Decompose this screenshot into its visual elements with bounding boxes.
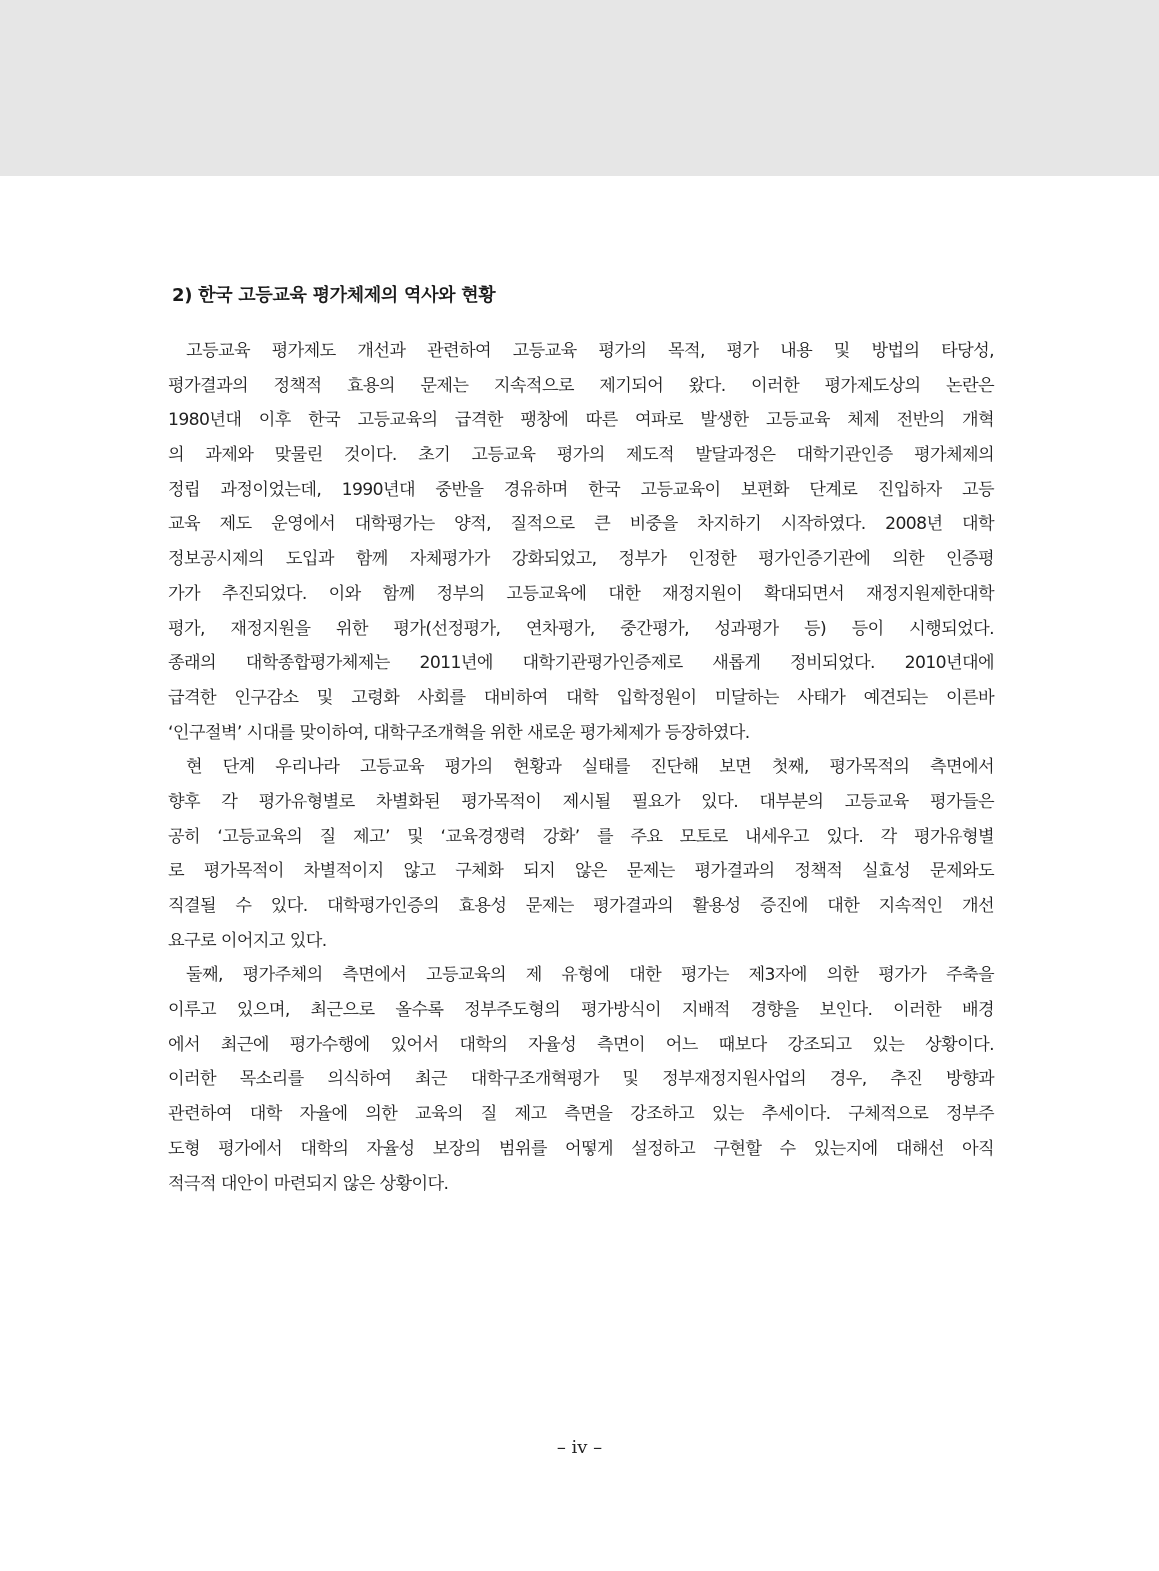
text-line: 직결될 수 있다. 대학평가인증의 효용성 문제는 평가결과의 활용성 증진에 대한 지속적인 개선 [168, 896, 994, 916]
text-line: 평가, 재정지원을 위한 평가(선정평가, 연차평가, 중간평가, 성과평가 등) 등이 시행되었다. [168, 618, 994, 639]
text-line: 이러한 목소리를 의식하여 최근 대학구조개혁평가 및 정부재정지원사업의 경우, 추진 방향과 [168, 1069, 994, 1090]
paragraph [168, 750, 994, 958]
text-line: 현 단계 우리나라 고등교육 평가의 현황과 실태를 진단해 보면 첫째, 평가목적의 측면에서 [186, 757, 994, 778]
text-line: 이루고 있으며, 최근으로 올수록 정부주도형의 평가방식이 지배적 경향을 보인다. 이러한 배경 [168, 1000, 994, 1021]
text-line: 정보공시제의 도입과 함께 자체평가가 강화되었고, 정부가 인정한 평가인증기관에 의한 인증평 [168, 549, 994, 570]
text-line: 도형 평가에서 대학의 자율성 보장의 범위를 어떻게 설정하고 구현할 수 있는지에 대해선 아직 [168, 1138, 994, 1159]
text-line: 둘째, 평가주체의 측면에서 고등교육의 제 유형에 대한 평가는 제3자에 의한 평가가 주축을 [186, 965, 994, 986]
text-line: 정립 과정이었는데, 1990년대 중반을 경유하며 한국 고등교육이 보편화 단계로 진입하자 고등 [168, 479, 994, 500]
text-line: 요구로 이어지고 있다. [168, 930, 327, 951]
text-line: 공히 ‘고등교육의 질 제고’ 및 ‘교육경쟁력 강화’ 를 주요 모토로 내세우고 있다. 각 평가유형별 [168, 826, 994, 847]
text-line: ‘인구절벽’ 시대를 맞이하여, 대학구조개혁을 위한 새로운 평가체제가 등장하였다. [168, 722, 750, 743]
paragraph [168, 334, 994, 750]
text-line: 로 평가목적이 차별적이지 않고 구체화 되지 않은 문제는 평가결과의 정책적 실효성 문제와도 [168, 861, 994, 882]
text-line: 가가 추진되었다. 이와 함께 정부의 고등교육에 대한 재정지원이 확대되면서 재정지원제한대학 [168, 583, 994, 604]
text-line: 의 과제와 맞물린 것이다. 초기 고등교육 평가의 제도적 발달과정은 대학기관인증 평가체제의 [168, 445, 994, 466]
text-line: 급격한 인구감소 및 고령화 사회를 대비하여 대학 입학정원이 미달하는 사태가 예견되는 이른바 [168, 687, 994, 708]
text-line: 교육 제도 운영에서 대학평가는 양적, 질적으로 큰 비중을 차지하기 시작하였다. 2008년 대학 [168, 514, 994, 535]
header-band [0, 0, 1159, 176]
text-line: 종래의 대학종합평가체제는 2011년에 대학기관평가인증제로 새롭게 정비되었다. 2010년대에 [168, 653, 994, 674]
section-heading: 2) 한국 고등교육 평가체제의 역사와 현황 [172, 285, 496, 306]
text-line: 향후 각 평가유형별로 차별화된 평가목적이 제시될 필요가 있다. 대부분의 고등교육 평가들은 [168, 791, 994, 812]
text-line: 고등교육 평가제도 개선과 관련하여 고등교육 평가의 목적, 평가 내용 및 방법의 타당성, [186, 341, 994, 361]
paragraph [168, 958, 994, 1201]
body-text [168, 334, 994, 1201]
text-line: 평가결과의 정책적 효용의 문제는 지속적으로 제기되어 왔다. 이러한 평가제도상의 논란은 [168, 375, 994, 396]
text-line: 에서 최근에 평가수행에 있어서 대학의 자율성 측면이 어느 때보다 강조되고 있는 상황이다. [168, 1034, 994, 1055]
page-number: – iv – [556, 1437, 603, 1458]
text-line: 1980년대 이후 한국 고등교육의 급격한 팽창에 따른 여파로 발생한 고등교육 체제 전반의 개혁 [168, 410, 994, 431]
text-line: 관련하여 대학 자율에 의한 교육의 질 제고 측면을 강조하고 있는 추세이다. 구체적으로 정부주 [168, 1104, 994, 1125]
text-line: 적극적 대안이 마련되지 않은 상황이다. [168, 1173, 449, 1194]
